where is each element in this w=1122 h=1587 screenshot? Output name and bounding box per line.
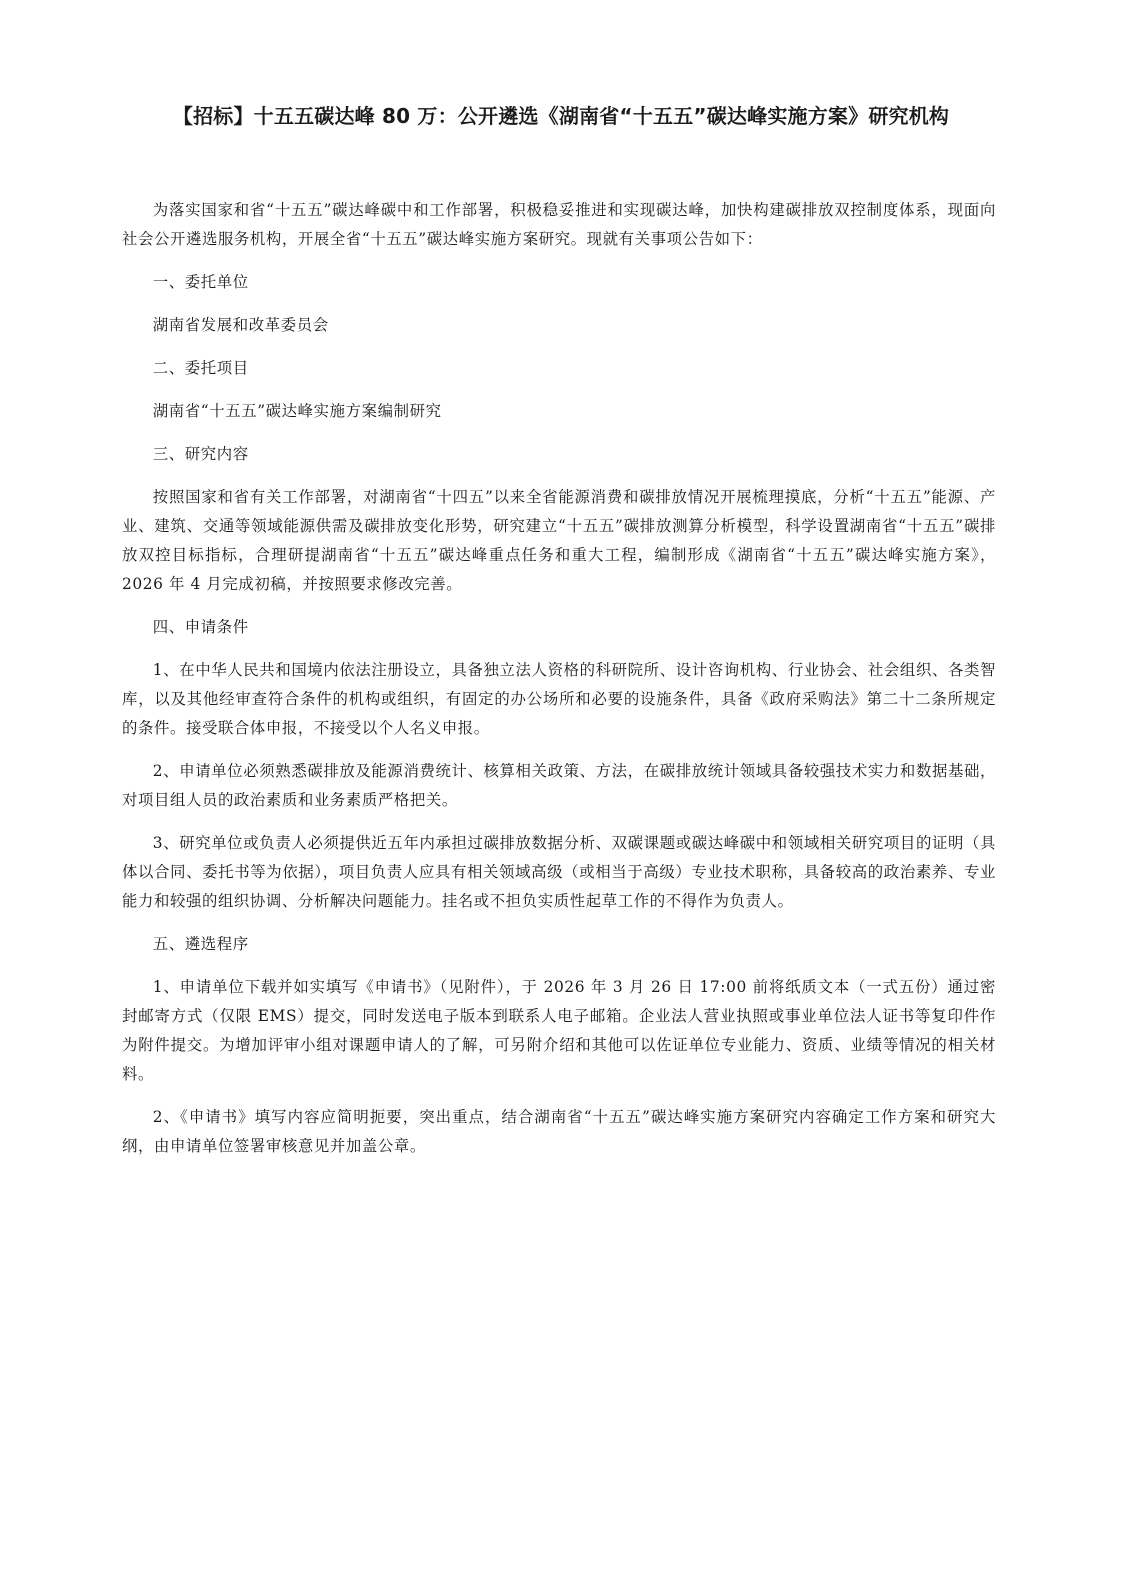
procedure-paragraph-2: 2、《申请书》填写内容应简明扼要，突出重点，结合湖南省“十五五”碳达峰实施方案研究内容确定工作方案和研究大纲，由申请单位签署审核意见并加盖公章。 [122, 1108, 996, 1155]
intro-paragraph: 为落实国家和省“十五五”碳达峰碳中和工作部署，积极稳妥推进和实现碳达峰，加快构建碳排放双控制度体系，现面向社会公开遴选服务机构，开展全省“十五五”碳达峰实施方案研究。现就有关事项公告如下： [122, 201, 996, 248]
section-heading-application-conditions: 四、申请条件 [152, 618, 249, 636]
document-body [122, 196, 996, 1161]
procedure-paragraph-1: 1、申请单位下载并如实填写《申请书》（见附件），于 2026 年 3 月 26 日 17:00 前将纸质文本（一式五份）通过密封邮寄方式（仅限 EMS）提交，同时发送电子版本到联系人电子邮箱。企业法人营业执照或事业单位法人证书等复印件作为附件提交。为增加评审小组对课题申请人的了解，可另附介绍和其他可以佐证单位专业能力、资质、业绩等情况的相关材料。 [122, 978, 996, 1083]
condition-paragraph-2: 2、申请单位必须熟悉碳排放及能源消费统计、核算相关政策、方法，在碳排放统计领域具备较强技术实力和数据基础，对项目组人员的政治素质和业务素质严格把关。 [122, 762, 996, 809]
section-content-research-content: 按照国家和省有关工作部署，对湖南省“十四五”以来全省能源消费和碳排放情况开展梳理摸底，分析“十五五”能源、产业、建筑、交通等领域能源供需及碳排放变化形势，研究建立“十五五”碳排放测算分析模型，科学设置湖南省“十五五”碳排放双控目标指标，合理研提湖南省“十五五”碳达峰重点任务和重大工程，编制形成《湖南省“十五五”碳达峰实施方案》，2026 年 4 月完成初稿，并按照要求修改完善。 [122, 488, 996, 593]
condition-paragraph-3: 3、研究单位或负责人必须提供近五年内承担过碳排放数据分析、双碳课题或碳达峰碳中和领域相关研究项目的证明（具体以合同、委托书等为依据），项目负责人应具有相关领域高级（或相当于高级）专业技术职称，具备较高的政治素养、专业能力和较强的组织协调、分析解决问题能力。挂名或不担负实质性起草工作的不得作为负责人。 [122, 834, 996, 910]
section-content-entrusting-unit: 湖南省发展和改革委员会 [152, 316, 329, 334]
section-heading-entrusted-project: 二、委托项目 [152, 359, 249, 377]
section-heading-entrusting-unit: 一、委托单位 [152, 273, 249, 291]
document-title: 【招标】十五五碳达峰 80 万：公开遴选《湖南省“十五五”碳达峰实施方案》研究机构 [172, 104, 950, 128]
section-heading-selection-procedure: 五、遴选程序 [152, 935, 249, 953]
condition-paragraph-1: 1、在中华人民共和国境内依法注册设立，具备独立法人资格的科研院所、设计咨询机构、行业协会、社会组织、各类智库，以及其他经审查符合条件的机构或组织，有固定的办公场所和必要的设施条件，具备《政府采购法》第二十二条所规定的条件。接受联合体申报，不接受以个人名义申报。 [122, 661, 996, 737]
section-content-entrusted-project: 湖南省“十五五”碳达峰实施方案编制研究 [152, 402, 442, 420]
section-heading-research-content: 三、研究内容 [152, 445, 249, 463]
